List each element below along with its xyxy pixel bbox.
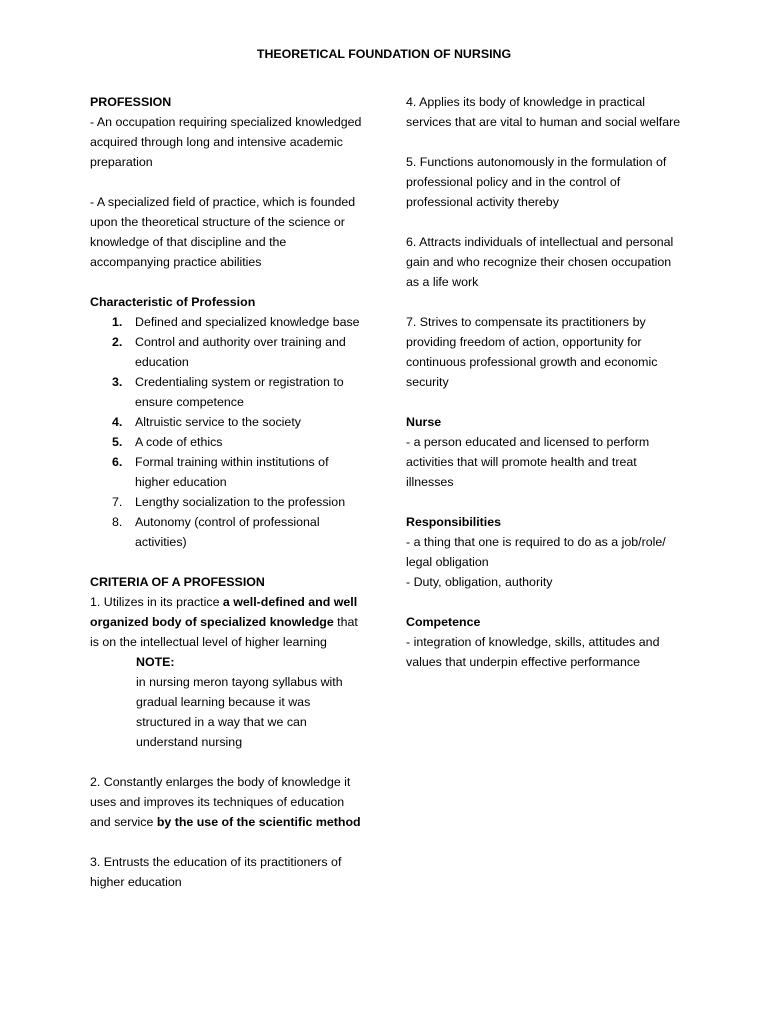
profession-definition-1: - An occupation requiring specialized knowledged acquired through long and intensive academic preparation xyxy=(90,115,362,169)
right-column xyxy=(406,92,686,672)
note-label: NOTE: xyxy=(136,655,175,669)
criteria-4: 4. Applies its body of knowledge in practical services that are vital to human and social welfare xyxy=(406,95,681,129)
characteristic-heading: Characteristic of Profession xyxy=(90,295,256,309)
competence-definition: - integration of knowledge, skills, attitudes and values that underpin effective performance xyxy=(406,635,660,669)
profession-heading: PROFESSION xyxy=(90,95,172,109)
criteria-5: 5. Functions autonomously in the formulation of professional policy and in the control of professional activity thereby xyxy=(406,155,667,209)
list-item: 7. Lengthy socialization to the profession xyxy=(112,495,346,509)
note-block xyxy=(90,652,366,752)
list-item: 6. Formal training within institutions of higher education xyxy=(112,455,329,489)
list-item: 2. Control and authority over training and education xyxy=(112,335,346,369)
characteristics-list xyxy=(90,312,366,552)
competence-heading: Competence xyxy=(406,615,481,629)
nurse-definition: - a person educated and licensed to perform activities that will promote health and treat illnesses xyxy=(406,435,650,489)
note-text: in nursing meron tayong syllabus with gradual learning because it was structured in a way that we can understand nursing xyxy=(136,675,343,749)
list-item: 1. Defined and specialized knowledge base xyxy=(112,315,360,329)
responsibilities-definition-1: - a thing that one is required to do as a job/role/ legal obligation xyxy=(406,535,666,569)
list-item: 4. Altruistic service to the society xyxy=(112,415,301,429)
page-title: THEORETICAL FOUNDATION OF NURSING xyxy=(256,47,512,61)
nurse-heading: Nurse xyxy=(406,415,442,429)
profession-definition-2: - A specialized field of practice, which is founded upon the theoretical structure of the science or knowledge of that discipline and the accompanying practice abilities xyxy=(90,195,356,269)
list-item: 3. Credentialing system or registration to ensure competence xyxy=(112,375,344,409)
criteria-1: 1. Utilizes in its practice a well-defined and well organized body of specialized knowledge that is on the intellectual level of higher learning xyxy=(90,595,358,649)
left-column xyxy=(90,92,366,892)
criteria-2: 2. Constantly enlarges the body of knowledge it uses and improves its techniques of education and service by the use of the scientific method xyxy=(90,775,361,829)
responsibilities-heading: Responsibilities xyxy=(406,515,502,529)
responsibilities-definition-2: - Duty, obligation, authority xyxy=(406,575,553,589)
criteria-6: 6. Attracts individuals of intellectual and personal gain and who recognize their chosen occupation as a life work xyxy=(406,235,674,289)
criteria-7: 7. Strives to compensate its practitioners by providing freedom of action, opportunity for continuous professional growth and economic security xyxy=(406,315,658,389)
criteria-3: 3. Entrusts the education of its practitioners of higher education xyxy=(90,855,342,889)
list-item: 8. Autonomy (control of professional activities) xyxy=(112,515,320,549)
list-item: 5. A code of ethics xyxy=(112,435,223,449)
criteria-heading: CRITERIA OF A PROFESSION xyxy=(90,575,265,589)
